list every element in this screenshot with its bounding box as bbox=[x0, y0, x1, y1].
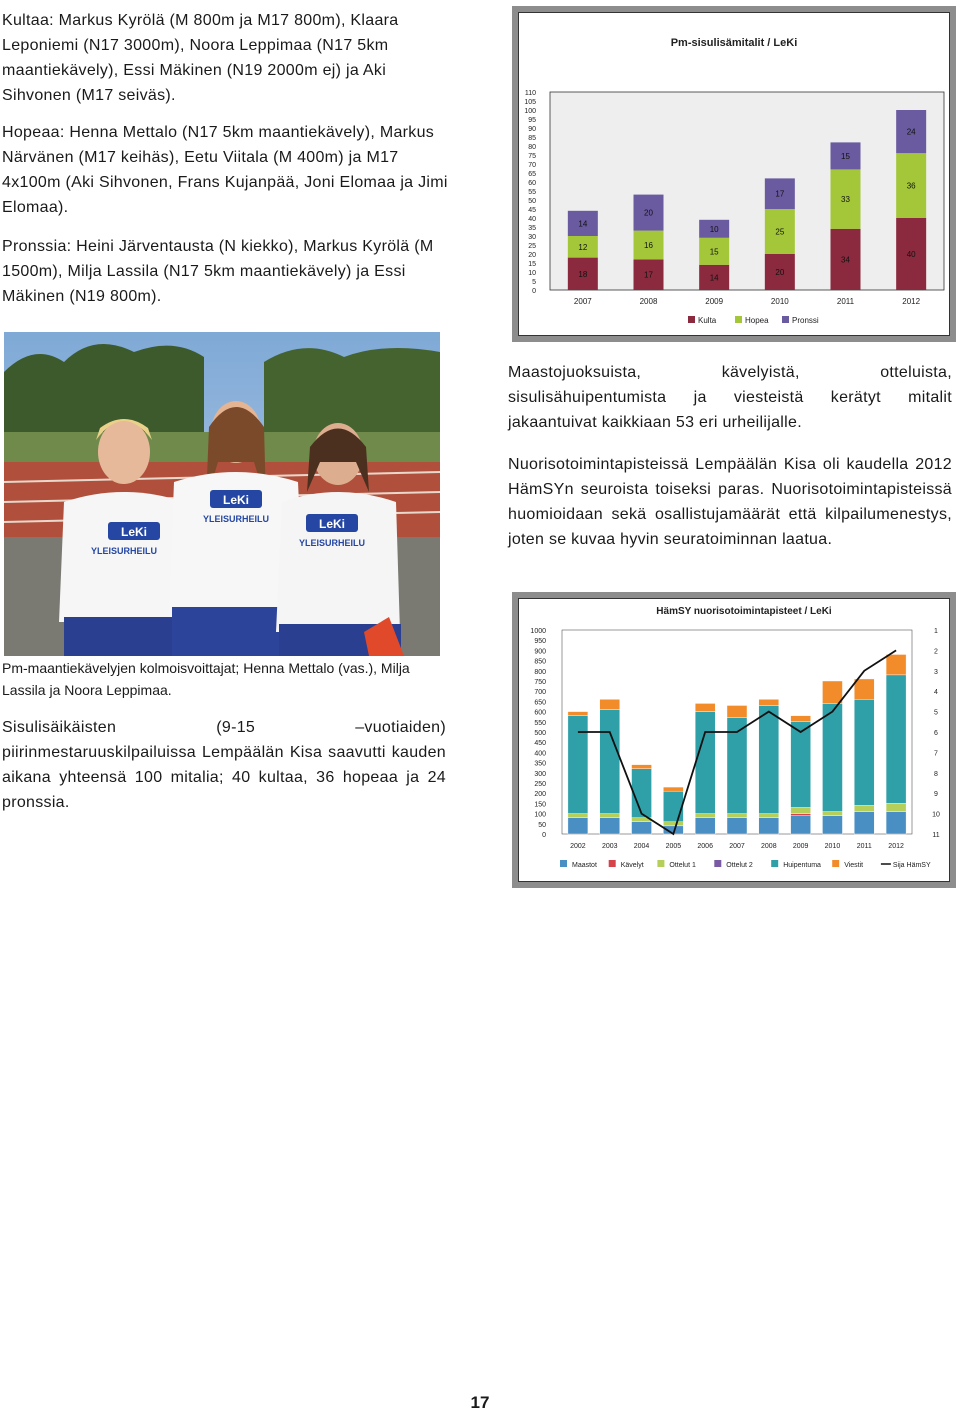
legend-label: Hopea bbox=[745, 316, 769, 325]
y2-tick-label: 10 bbox=[932, 811, 940, 819]
bar-viestit bbox=[759, 699, 779, 705]
legend-swatch bbox=[657, 860, 664, 867]
legend-swatch bbox=[609, 860, 616, 867]
legend-label: Pronssi bbox=[792, 316, 819, 325]
data-label: 24 bbox=[906, 127, 916, 137]
bar-ottelut-1 bbox=[886, 803, 906, 811]
y-tick-label: 15 bbox=[528, 261, 536, 268]
photo-caption: Pm-maantiekävelyjen kolmoisvoittajat; Henna Mettalo (vas.), Milja Lassila ja Noora Leppimaa. bbox=[2, 660, 410, 698]
y-tick-label: 800 bbox=[534, 668, 546, 676]
x-tick-label: 2004 bbox=[633, 843, 650, 850]
y-tick-label: 100 bbox=[534, 811, 546, 819]
legend-swatch bbox=[714, 860, 721, 867]
x-tick-label: 2012 bbox=[902, 297, 921, 306]
legend-label: Kävelyt bbox=[620, 862, 644, 869]
page-number: 17 bbox=[470, 1393, 490, 1412]
youth-points-paragraph: Nuorisotoimintapisteissä Lempäälän Kisa oli kaudella 2012 HämSYn seuroista toiseksi paras. Nuorisotoimintapisteissä huomioidaan sekä osallistujamäärät että kilpailumenestys, joten se kuvaa hyvin seuratoiminnan laatua. bbox=[508, 456, 952, 548]
y-tick-label: 0 bbox=[542, 832, 546, 839]
y-tick-label: 950 bbox=[534, 638, 546, 646]
x-tick-label: 2010 bbox=[824, 843, 841, 850]
medal-chart-frame bbox=[512, 6, 956, 342]
bar-viestit bbox=[632, 765, 652, 769]
legend-label: Huipentuma bbox=[783, 862, 821, 869]
y-tick-label: 20 bbox=[528, 252, 536, 259]
x-tick-label: 2008 bbox=[639, 297, 658, 306]
data-label: 20 bbox=[775, 268, 785, 277]
y-tick-label: 50 bbox=[538, 821, 546, 829]
bar-maastot bbox=[695, 818, 715, 834]
x-tick-label: 2011 bbox=[836, 297, 855, 306]
youth-points-chart bbox=[512, 592, 956, 888]
bar-viestit bbox=[791, 716, 811, 722]
y-tick-label: 150 bbox=[534, 801, 546, 809]
y2-tick-label: 4 bbox=[934, 689, 938, 697]
bar-huipentuma bbox=[791, 722, 811, 808]
y-tick-label: 90 bbox=[528, 126, 536, 133]
x-tick-label: 2009 bbox=[705, 297, 724, 306]
x-tick-label: 2010 bbox=[770, 297, 789, 306]
bar-huipentuma bbox=[822, 703, 842, 811]
bar-ottelut-1 bbox=[822, 812, 842, 816]
bar-maastot bbox=[568, 818, 588, 834]
legend-label: Viestit bbox=[844, 862, 864, 869]
legend-label: Sija HämSY bbox=[892, 862, 931, 869]
shirt-logo-1: LeKi bbox=[120, 525, 148, 539]
bar-huipentuma bbox=[568, 716, 588, 814]
y-tick-label: 750 bbox=[534, 679, 546, 686]
x-tick-label: 2008 bbox=[761, 843, 777, 850]
bar-kävelyt bbox=[791, 814, 811, 816]
data-label: 15 bbox=[841, 151, 850, 161]
shirt-text-2: YLEISURHEILU bbox=[202, 514, 270, 524]
bar-maastot bbox=[600, 818, 620, 834]
legend-swatch bbox=[560, 860, 567, 867]
y-tick-label: 350 bbox=[534, 760, 546, 768]
y-tick-label: 400 bbox=[534, 750, 546, 758]
bar-huipentuma bbox=[600, 710, 620, 814]
y-tick-label: 100 bbox=[524, 108, 536, 115]
y-tick-label: 35 bbox=[528, 225, 536, 232]
y-tick-label: 75 bbox=[528, 153, 536, 160]
legend-swatch bbox=[782, 316, 789, 323]
y2-tick-label: 6 bbox=[934, 730, 938, 737]
youth-points-chart-frame bbox=[512, 592, 956, 888]
y-tick-label: 700 bbox=[534, 689, 546, 697]
y-tick-label: 60 bbox=[528, 180, 536, 187]
data-label: 12 bbox=[578, 242, 588, 252]
bar-viestit bbox=[886, 654, 906, 674]
data-label: 18 bbox=[578, 269, 588, 279]
y-tick-label: 0 bbox=[532, 288, 536, 295]
sisuli-paragraph: Sisulisäikäisten (9-15 –vuotiaiden) piirinmestaruuskilpailuissa Lempäälän Kisa saavutti kauden aikana yhteensä 100 mitalia; 40 kultaa, 36 hopeaa ja 24 pronssia. bbox=[2, 719, 446, 811]
x-tick-label: 2005 bbox=[665, 843, 682, 850]
legend-swatch bbox=[688, 316, 695, 323]
bar-ottelut-1 bbox=[568, 814, 588, 818]
y-tick-label: 5 bbox=[532, 279, 536, 286]
data-label: 15 bbox=[709, 247, 719, 257]
data-label: 17 bbox=[644, 270, 653, 280]
legend-label: Maastot bbox=[572, 862, 597, 869]
y-tick-label: 200 bbox=[534, 791, 546, 799]
y-tick-label: 900 bbox=[534, 648, 546, 656]
data-label: 25 bbox=[775, 227, 785, 237]
y-tick-label: 55 bbox=[528, 189, 536, 196]
bronze-paragraph: Pronssia: Heini Järventausta (N kiekko), Markus Kyrölä (M 1500m), Milja Lassila (N17 5km maantiekävely) ja Essi Mäkinen (N19 800m). bbox=[2, 238, 434, 305]
shirt-text-1: YLEISURHEILU bbox=[90, 546, 158, 556]
medal-chart bbox=[512, 6, 956, 342]
y-tick-label: 550 bbox=[534, 719, 546, 727]
legend-swatch bbox=[771, 860, 778, 867]
y-tick-label: 450 bbox=[534, 740, 546, 748]
y-tick-label: 650 bbox=[534, 699, 546, 707]
plot-area bbox=[550, 92, 944, 290]
legend-label: Ottelut 2 bbox=[726, 862, 753, 869]
bar-ottelut-1 bbox=[759, 814, 779, 818]
data-label: 40 bbox=[906, 250, 916, 259]
data-label: 36 bbox=[906, 181, 916, 191]
y-tick-label: 70 bbox=[528, 162, 536, 169]
bar-ottelut-1 bbox=[663, 822, 683, 826]
gold-paragraph: Kultaa: Markus Kyrölä (M 800m ja M17 800m), Klaara Leponiemi (N17 3000m), Noora Leppimaa (N17 5km maantiekävely), Essi Mäkinen (N19 2000m ej) ja Aki Sihvonen (M17 seiväs). bbox=[2, 12, 399, 104]
data-label: 17 bbox=[775, 189, 785, 199]
y-tick-label: 500 bbox=[534, 730, 546, 737]
legend-swatch bbox=[832, 860, 839, 867]
y-tick-label: 10 bbox=[528, 270, 536, 277]
bar-ottelut-1 bbox=[600, 814, 620, 818]
x-tick-label: 2012 bbox=[888, 843, 904, 850]
y-tick-label: 30 bbox=[528, 234, 536, 241]
x-tick-label: 2009 bbox=[792, 843, 809, 850]
data-label: 34 bbox=[841, 255, 850, 265]
y-tick-label: 1000 bbox=[530, 628, 546, 635]
y-tick-label: 850 bbox=[534, 658, 546, 666]
bar-ottelut-1 bbox=[727, 814, 747, 818]
legend-label: Ottelut 1 bbox=[669, 862, 696, 869]
bar-viestit bbox=[727, 705, 747, 717]
y-tick-label: 300 bbox=[534, 770, 546, 778]
y2-tick-label: 2 bbox=[934, 648, 938, 656]
bar-maastot bbox=[791, 816, 811, 834]
shirt-logo-2: LeKi bbox=[222, 493, 250, 507]
bar-ottelut-1 bbox=[695, 814, 715, 818]
bar-huipentuma bbox=[759, 705, 779, 813]
bar-maastot bbox=[854, 812, 874, 834]
chart-title: Pm-sisulisämitalit / LeKi bbox=[670, 37, 798, 49]
bar-huipentuma bbox=[663, 791, 683, 822]
bar-huipentuma bbox=[695, 712, 715, 814]
y-tick-label: 250 bbox=[534, 781, 546, 788]
bar-maastot bbox=[822, 816, 842, 834]
x-tick-label: 2011 bbox=[856, 843, 872, 850]
y-tick-label: 65 bbox=[528, 171, 536, 178]
y2-tick-label: 9 bbox=[934, 791, 938, 799]
data-label: 33 bbox=[841, 195, 850, 205]
bar-viestit bbox=[695, 703, 715, 711]
y-tick-label: 95 bbox=[528, 117, 536, 124]
bar-maastot bbox=[632, 822, 652, 834]
bar-viestit bbox=[600, 699, 620, 709]
x-tick-label: 2003 bbox=[601, 843, 618, 850]
bar-viestit bbox=[854, 679, 874, 699]
bar-ottelut-1 bbox=[791, 807, 811, 813]
x-tick-label: 2006 bbox=[697, 843, 713, 850]
photo bbox=[4, 332, 440, 656]
cross-country-paragraph: Maastojuoksuista, kävelyistä, otteluista, sisulisähuipentumista ja viesteistä kerätyt mitalit jakaantuivat kaikkiaan 53 eri urheilijalle. bbox=[508, 364, 952, 431]
bar-viestit bbox=[663, 787, 683, 791]
y2-tick-label: 3 bbox=[934, 668, 938, 676]
y-tick-label: 25 bbox=[528, 243, 536, 250]
x-tick-label: 2007 bbox=[729, 843, 745, 850]
data-label: 20 bbox=[644, 208, 653, 218]
bar-viestit bbox=[822, 681, 842, 703]
y-tick-label: 85 bbox=[528, 135, 536, 142]
y-tick-label: 80 bbox=[528, 144, 536, 151]
y-tick-label: 600 bbox=[534, 709, 546, 717]
bar-huipentuma bbox=[854, 699, 874, 805]
y2-tick-label: 1 bbox=[934, 628, 938, 635]
legend-label: Kulta bbox=[698, 316, 717, 325]
y-tick-label: 110 bbox=[524, 90, 536, 97]
data-label: 14 bbox=[578, 219, 588, 229]
silver-paragraph: Hopeaa: Henna Mettalo (N17 5km maantiekävely), Markus Närvänen (M17 keihäs), Eetu Viitala (M 400m) ja M17 4x100m (Aki Sihvonen, Frans Kujanpää, Joni Elomaa ja Jimi Elomaa). bbox=[2, 124, 448, 216]
bar-maastot bbox=[727, 818, 747, 834]
y2-tick-label: 7 bbox=[934, 750, 938, 758]
bar-huipentuma bbox=[886, 675, 906, 804]
bar-viestit bbox=[568, 712, 588, 716]
x-tick-label: 2002 bbox=[570, 843, 586, 850]
y-tick-label: 40 bbox=[528, 216, 536, 223]
y-tick-label: 50 bbox=[528, 198, 536, 205]
y2-tick-label: 8 bbox=[934, 770, 938, 778]
y-tick-label: 45 bbox=[528, 207, 536, 214]
shirt-text-3: YLEISURHEILU bbox=[298, 538, 366, 548]
x-tick-label: 2007 bbox=[573, 297, 592, 306]
bar-ottelut-1 bbox=[854, 805, 874, 811]
bar-maastot bbox=[886, 812, 906, 834]
chart-title: HämSY nuorisotoimintapisteet / LeKi bbox=[656, 606, 832, 617]
y-tick-label: 105 bbox=[524, 99, 536, 106]
legend-swatch bbox=[735, 316, 742, 323]
y2-tick-label: 11 bbox=[932, 832, 940, 839]
shirt-logo-3: LeKi bbox=[318, 517, 346, 531]
data-label: 10 bbox=[709, 224, 719, 234]
y2-tick-label: 5 bbox=[934, 709, 938, 717]
data-label: 16 bbox=[644, 241, 653, 250]
bar-maastot bbox=[759, 818, 779, 834]
data-label: 14 bbox=[709, 273, 719, 283]
